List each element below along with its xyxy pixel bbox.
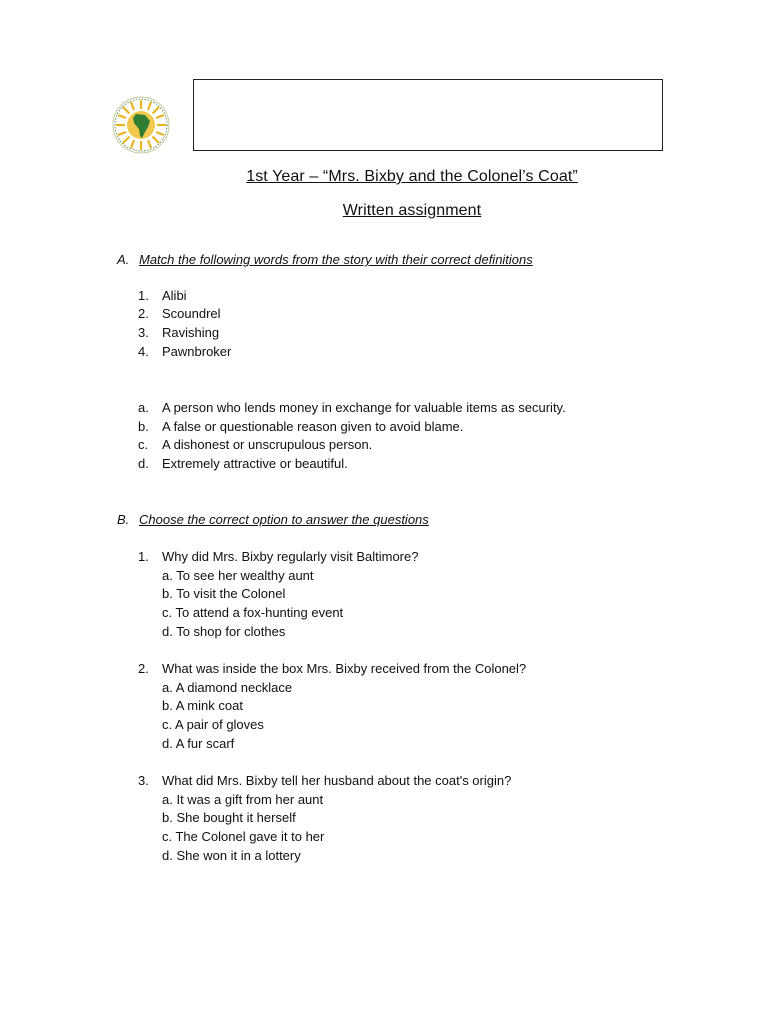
word-text: Scoundrel bbox=[162, 306, 221, 321]
option-text: c. A pair of gloves bbox=[162, 717, 264, 732]
word-text: Ravishing bbox=[162, 325, 220, 340]
section-a-heading bbox=[117, 252, 533, 267]
option-text: c. The Colonel gave it to her bbox=[162, 829, 325, 844]
question-text: What was inside the box Mrs. Bixby received from the Colonel? bbox=[162, 661, 527, 676]
option-text: b. A mink coat bbox=[162, 698, 243, 713]
page-title: 1st Year – “Mrs. Bixby and the Colonel’s Coat” bbox=[246, 168, 578, 185]
option-text: a. A diamond necklace bbox=[162, 680, 293, 695]
option-text: b. To visit the Colonel bbox=[162, 586, 286, 601]
option-text: c. To attend a fox-hunting event bbox=[162, 605, 344, 620]
question-number: 1. bbox=[138, 549, 149, 564]
definition-text: A false or questionable reason given to avoid blame. bbox=[162, 419, 464, 434]
question-text: Why did Mrs. Bixby regularly visit Baltimore? bbox=[162, 549, 419, 564]
option-text: a. To see her wealthy aunt bbox=[162, 568, 314, 583]
student-name-box[interactable] bbox=[193, 79, 663, 151]
section-b-heading bbox=[117, 512, 429, 527]
definition-text: Extremely attractive or beautiful. bbox=[162, 456, 348, 471]
option-text: d. A fur scarf bbox=[162, 736, 235, 751]
word-text: Alibi bbox=[162, 288, 187, 303]
question-number: 2. bbox=[138, 661, 149, 676]
section-b-letter: B. bbox=[117, 512, 130, 527]
page-subtitle: Written assignment bbox=[342, 202, 482, 219]
word-text: Pawnbroker bbox=[162, 344, 232, 359]
definition-letter: a. bbox=[138, 400, 149, 415]
word-number: 1. bbox=[138, 288, 149, 303]
definition-text: A dishonest or unscrupulous person. bbox=[162, 437, 373, 452]
school-seal-logo-icon bbox=[112, 96, 170, 154]
option-text: d. To shop for clothes bbox=[162, 624, 286, 639]
section-b-instruction: Choose the correct option to answer the questions bbox=[139, 512, 429, 527]
option-text: a. It was a gift from her aunt bbox=[162, 792, 324, 807]
definition-letter: d. bbox=[138, 456, 149, 471]
section-a-letter: A. bbox=[117, 252, 130, 267]
definition-letter: c. bbox=[138, 437, 149, 452]
question-text: What did Mrs. Bixby tell her husband about the coat's origin? bbox=[162, 773, 512, 788]
word-number: 3. bbox=[138, 325, 149, 340]
option-text: d. She won it in a lottery bbox=[162, 848, 301, 863]
definition-text: A person who lends money in exchange for valuable items as security. bbox=[162, 400, 566, 415]
question-number: 3. bbox=[138, 773, 149, 788]
word-number: 2. bbox=[138, 306, 149, 321]
option-text: b. She bought it herself bbox=[162, 810, 296, 825]
word-number: 4. bbox=[138, 344, 149, 359]
definition-letter: b. bbox=[138, 419, 149, 434]
section-a-instruction: Match the following words from the story with their correct definitions bbox=[139, 252, 533, 267]
